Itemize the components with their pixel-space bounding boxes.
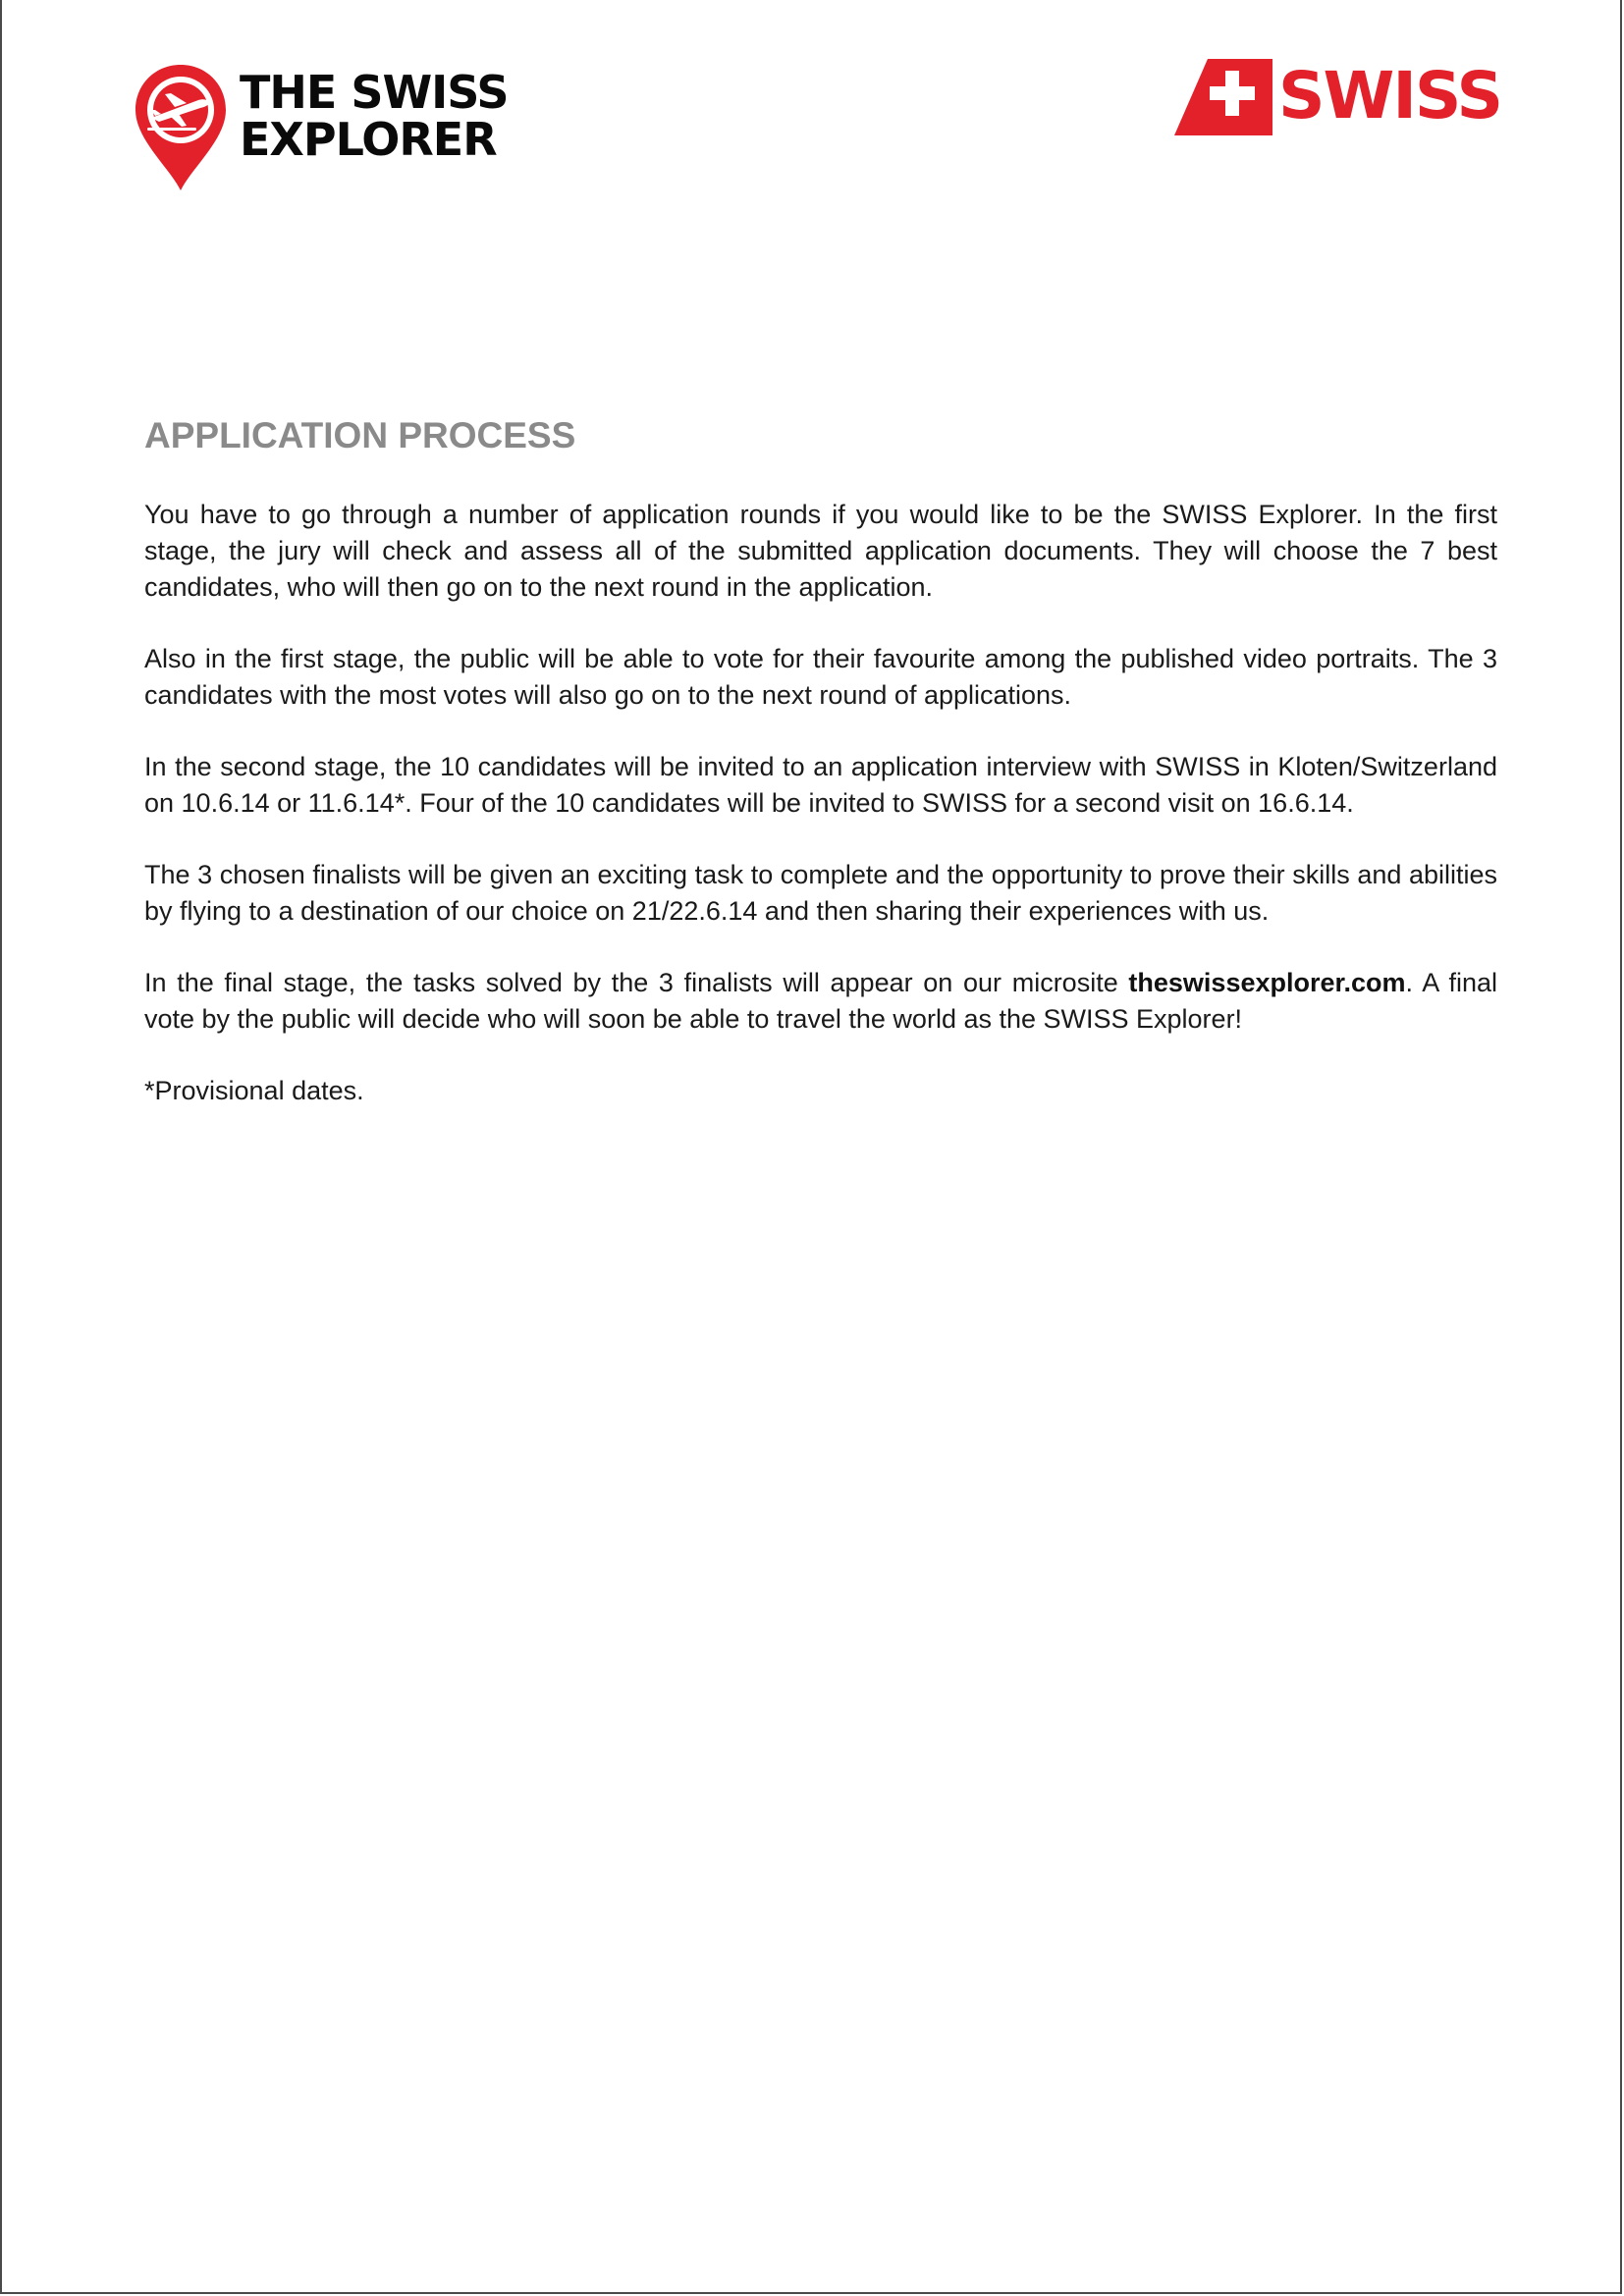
paragraph-finalists-task: The 3 chosen finalists will be given an exciting task to complete and the opportunity to prove their skills and abilities by flying to a destination of our choice on 21/22.6.14 and then sharing their experiences with us. [144, 860, 1497, 926]
provisional-dates-footnote: *Provisional dates. [144, 1076, 364, 1105]
paragraph-first-stage-jury: You have to go through a number of application rounds if you would like to be the SWISS Explorer. In the first stage, the jury will check and assess all of the submitted application documents. They will choose the 7 best candidates, who will then go on to the next round in the application. [144, 500, 1497, 602]
swiss-wordmark: SWISS [1278, 58, 1501, 133]
explorer-logo-text [240, 66, 509, 166]
final-paragraph-intro: In the final stage, the tasks solved by the 3 finalists will appear on our microsite [144, 968, 1129, 997]
paragraph-final-stage [144, 965, 1497, 1038]
microsite-link[interactable]: theswissexplorer.com [1128, 968, 1406, 997]
final-paragraph-outro: . A final vote by the public will decide who will soon be able to travel the world as the SWISS Explorer! [144, 968, 1497, 1034]
airplane-location-pin-icon [130, 61, 232, 194]
paragraph-second-stage-interview: In the second stage, the 10 candidates will be invited to an application interview with SWISS in Kloten/Switzerland on 10.6.14 or 11.6.14*. Four of the 10 candidates will be invited to SWISS for a second visit on 16.6.14. [144, 752, 1497, 818]
explorer-logo-line1: THE SWISS [240, 66, 509, 119]
swiss-cross-tail-icon [1174, 59, 1272, 135]
paragraph-first-stage-public-vote: Also in the first stage, the public will be able to vote for their favourite among the published video portraits. The 3 candidates with the most votes will also go on to the next round of applications. [144, 644, 1497, 710]
the-swiss-explorer-logo [130, 61, 509, 198]
page-title: APPLICATION PROCESS [144, 415, 576, 455]
swiss-airline-logo [1174, 57, 1501, 137]
main-content [144, 412, 1497, 1109]
explorer-logo-line2: EXPLORER [240, 113, 497, 166]
